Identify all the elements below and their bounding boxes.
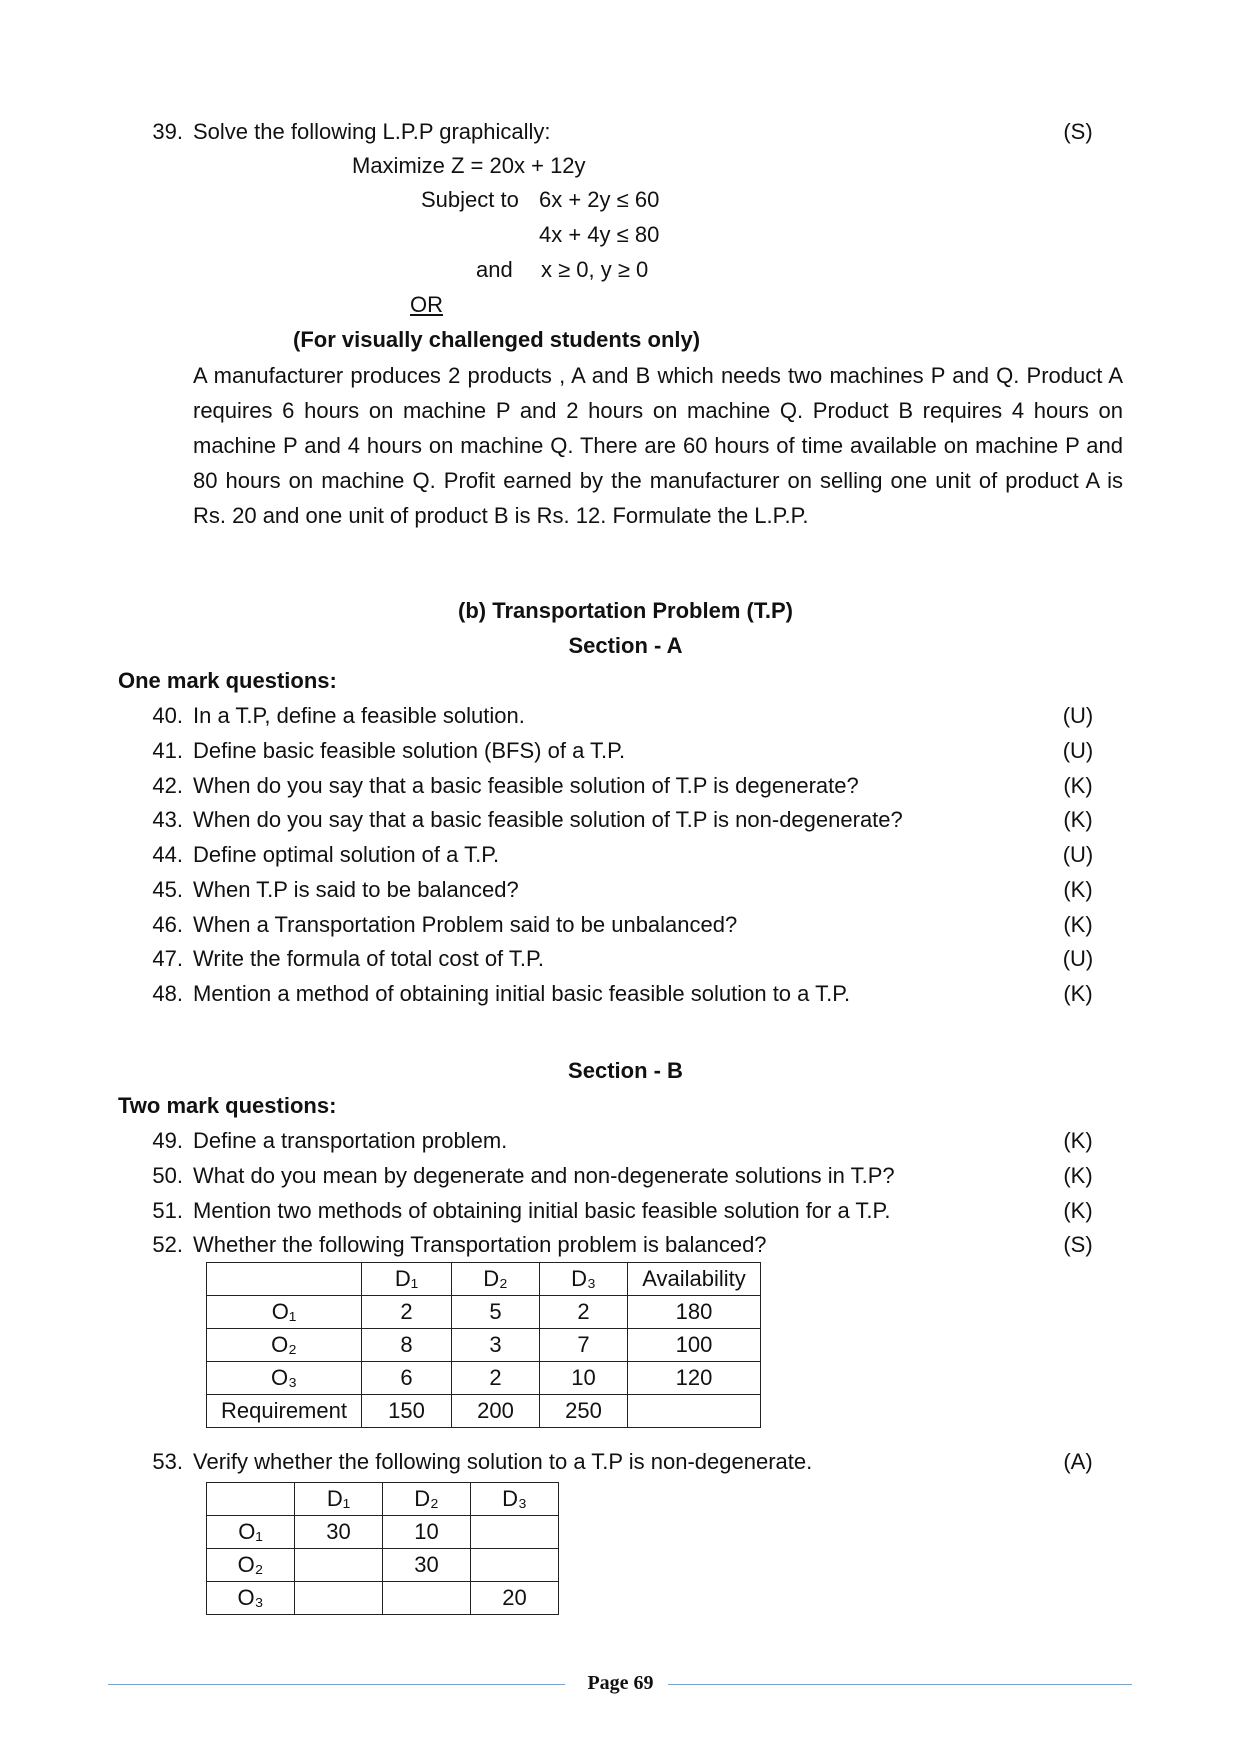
question-number: 52. — [152, 1232, 183, 1258]
table-cell: 2 — [540, 1296, 628, 1329]
table-cell: 100 — [628, 1329, 761, 1362]
question-number: 39. — [152, 119, 183, 144]
question-tag: (U) — [1062, 946, 1094, 972]
table-cell: D₁ — [362, 1263, 452, 1296]
table-cell: 2 — [362, 1296, 452, 1329]
table-cell: 6 — [362, 1362, 452, 1395]
question-number: 43. — [152, 807, 183, 833]
table-row — [207, 1516, 559, 1549]
question-tag: (S) — [1063, 1232, 1093, 1258]
question-number: 46. — [152, 911, 183, 937]
table-cell: D₃ — [540, 1263, 628, 1296]
question-tag: (K) — [1063, 1197, 1093, 1223]
question-tag: (K) — [1063, 772, 1093, 798]
table-cell: D₂ — [383, 1483, 471, 1516]
table-cell: D₂ — [452, 1263, 540, 1296]
table-cell — [471, 1549, 559, 1582]
table-header-row — [207, 1483, 559, 1516]
table-cell — [295, 1549, 383, 1582]
table-row — [207, 1362, 761, 1395]
table-cell: D₁ — [295, 1483, 383, 1516]
part-b-title: (b) Transportation Problem (T.P) — [458, 598, 793, 623]
table-cell: Availability — [628, 1263, 761, 1296]
question-number: 53. — [152, 1449, 183, 1474]
lpp-nonnegativity: x ≥ 0, y ≥ 0 — [541, 257, 649, 282]
question-tag: (K) — [1063, 911, 1093, 937]
table-cell — [207, 1263, 362, 1296]
question-number: 50. — [152, 1162, 183, 1188]
question-tag: (U) — [1062, 842, 1094, 867]
question-text: Mention a method of obtaining initial basic feasible solution to a T.P. — [193, 981, 851, 1006]
table-cell: 250 — [540, 1395, 628, 1428]
question-text: When T.P is said to be balanced? — [193, 876, 519, 902]
question-text: When a Transportation Problem said to be unbalanced? — [193, 911, 738, 937]
question-tag: (K) — [1063, 876, 1093, 902]
question-number: 45. — [152, 876, 183, 902]
table-cell: 2 — [452, 1362, 540, 1395]
table-cell: O₂ — [207, 1329, 362, 1362]
table-cell: 20 — [471, 1582, 559, 1615]
table-cell — [471, 1516, 559, 1549]
question-tag: (S) — [1063, 119, 1093, 144]
question-tag: (K) — [1063, 1128, 1093, 1153]
question-tag: (K) — [1063, 1162, 1093, 1188]
table-cell: 180 — [628, 1296, 761, 1329]
question-number: 48. — [152, 981, 183, 1006]
table-cell: 150 — [362, 1395, 452, 1428]
visually-challenged-paragraph: A manufacturer produces 2 products , A and B which needs two machines P and Q. Product A requires 6 hours on machine P and 2 hours on machine Q. Product B requires 4 hours on machine P and 4 hours on machine Q. There are 60 hours of time available on machine P and 80 hours on machine Q. Profit earned by the manufacturer on selling one unit of product A is Rs. 20 and one unit of product B is Rs. 12. Formulate the L.P.P. — [193, 363, 1123, 528]
question-tag: (U) — [1062, 737, 1094, 763]
table-cell: 30 — [295, 1516, 383, 1549]
table-row — [207, 1395, 761, 1428]
one-mark-heading: One mark questions: — [118, 668, 337, 693]
table-cell — [207, 1483, 295, 1516]
lpp-and: and — [476, 257, 513, 282]
question-text: Define optimal solution of a T.P. — [193, 842, 500, 867]
table-cell: 3 — [452, 1329, 540, 1362]
question-tag: (K) — [1063, 981, 1093, 1006]
table-header-row — [207, 1263, 761, 1296]
question-text: In a T.P, define a feasible solution. — [193, 703, 525, 728]
table-cell: O₂ — [207, 1549, 295, 1582]
table-cell: 10 — [383, 1516, 471, 1549]
table-cell: Requirement — [207, 1395, 362, 1428]
question-tag: (A) — [1063, 1449, 1093, 1474]
question-number: 49. — [152, 1128, 183, 1153]
section-a-heading: Section - A — [568, 633, 683, 658]
question-text: Solve the following L.P.P graphically: — [193, 119, 551, 144]
table-cell: 120 — [628, 1362, 761, 1395]
table-row — [207, 1582, 559, 1615]
question-text: Mention two methods of obtaining initial basic feasible solution for a T.P. — [193, 1197, 891, 1223]
question-tag: (K) — [1063, 807, 1093, 833]
table-cell — [295, 1582, 383, 1615]
or-divider: OR — [410, 292, 443, 317]
table-cell: 5 — [452, 1296, 540, 1329]
question-number: 51. — [152, 1197, 183, 1223]
table-cell: O₃ — [207, 1362, 362, 1395]
table-cell: O₃ — [207, 1582, 295, 1615]
question-text: Write the formula of total cost of T.P. — [193, 946, 544, 972]
solution-table-53 — [206, 1482, 559, 1615]
table-cell: 8 — [362, 1329, 452, 1362]
table-cell: O₁ — [207, 1516, 295, 1549]
table-cell: 30 — [383, 1549, 471, 1582]
question-text: When do you say that a basic feasible solution of T.P is non-degenerate? — [193, 807, 903, 833]
question-number: 42. — [152, 772, 183, 798]
question-text: Define basic feasible solution (BFS) of a T.P. — [193, 737, 626, 763]
table-cell — [628, 1395, 761, 1428]
table-cell: D₃ — [471, 1483, 559, 1516]
table-cell: 10 — [540, 1362, 628, 1395]
question-number: 44. — [152, 842, 183, 867]
lpp-subject-to: Subject to — [421, 187, 519, 212]
table-cell: 7 — [540, 1329, 628, 1362]
table-row — [207, 1549, 559, 1582]
two-mark-heading: Two mark questions: — [118, 1093, 337, 1118]
table-cell: 200 — [452, 1395, 540, 1428]
section-b-heading: Section - B — [568, 1058, 683, 1083]
lpp-objective: Maximize Z = 20x + 12y — [352, 153, 586, 178]
table-row — [207, 1296, 761, 1329]
lpp-constraint-1: 6x + 2y ≤ 60 — [539, 187, 660, 212]
question-text: Verify whether the following solution to a T.P is non-degenerate. — [193, 1449, 813, 1474]
question-text: Whether the following Transportation problem is balanced? — [193, 1232, 767, 1258]
visually-challenged-heading: (For visually challenged students only) — [293, 327, 701, 352]
lpp-constraint-2: 4x + 4y ≤ 80 — [539, 222, 660, 247]
question-tag: (U) — [1062, 703, 1094, 728]
question-number: 41. — [152, 737, 183, 763]
table-row — [207, 1329, 761, 1362]
question-text: Define a transportation problem. — [193, 1128, 508, 1153]
question-text: What do you mean by degenerate and non-degenerate solutions in T.P? — [193, 1162, 895, 1188]
transportation-table-52 — [206, 1262, 761, 1428]
question-number: 47. — [152, 946, 183, 972]
table-cell — [383, 1582, 471, 1615]
table-cell: O₁ — [207, 1296, 362, 1329]
page-number: Page 69 — [587, 1672, 654, 1694]
question-text: When do you say that a basic feasible solution of T.P is degenerate? — [193, 772, 859, 798]
question-number: 40. — [152, 703, 183, 728]
